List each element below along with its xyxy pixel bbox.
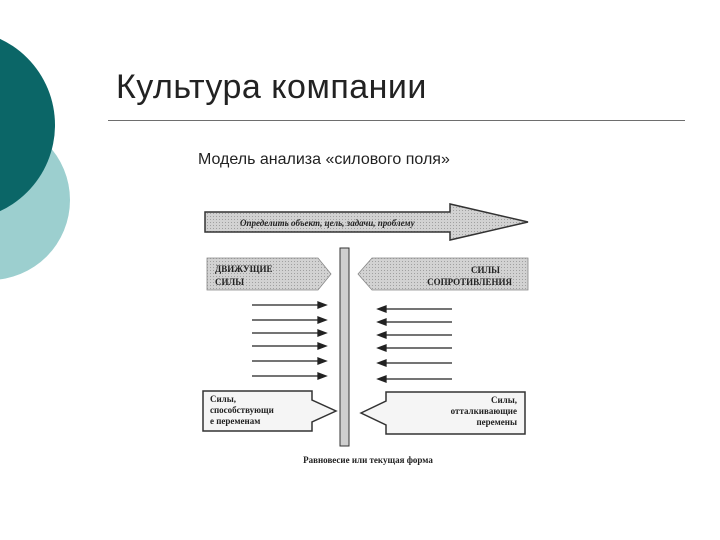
repelling-forces-line3: перемены	[476, 417, 517, 427]
driving-forces-arrow	[207, 258, 331, 290]
top-arrow	[205, 204, 528, 240]
resisting-forces-label-line2: СОПРОТИВЛЕНИЯ	[427, 277, 512, 287]
supporting-forces-line1: Силы,	[210, 394, 237, 404]
equilibrium-caption: Равновесие или текущая форма	[303, 455, 433, 465]
top-arrow-label: Определить объект, цель, задачи, проблему	[240, 218, 415, 228]
driving-forces-label-line2: СИЛЫ	[215, 277, 245, 287]
resisting-force-arrows	[378, 306, 452, 382]
slide-subtitle: Модель анализа «силового поля»	[198, 151, 450, 168]
supporting-forces-line3: е переменам	[210, 416, 261, 426]
resisting-forces-arrow	[358, 258, 528, 290]
repelling-forces-box	[361, 392, 525, 434]
equilibrium-bar	[340, 248, 349, 446]
driving-forces-label-line1: ДВИЖУЩИЕ	[215, 264, 273, 274]
repelling-forces-line2: отталкивающие	[450, 406, 517, 416]
resisting-forces-label-line1: СИЛЫ	[470, 265, 500, 275]
driving-force-arrows	[252, 302, 326, 379]
supporting-forces-line2: способствующи	[210, 405, 274, 415]
supporting-forces-box	[203, 391, 336, 431]
page-title: Культура компании	[116, 68, 427, 106]
repelling-forces-line1: Силы,	[490, 395, 517, 405]
